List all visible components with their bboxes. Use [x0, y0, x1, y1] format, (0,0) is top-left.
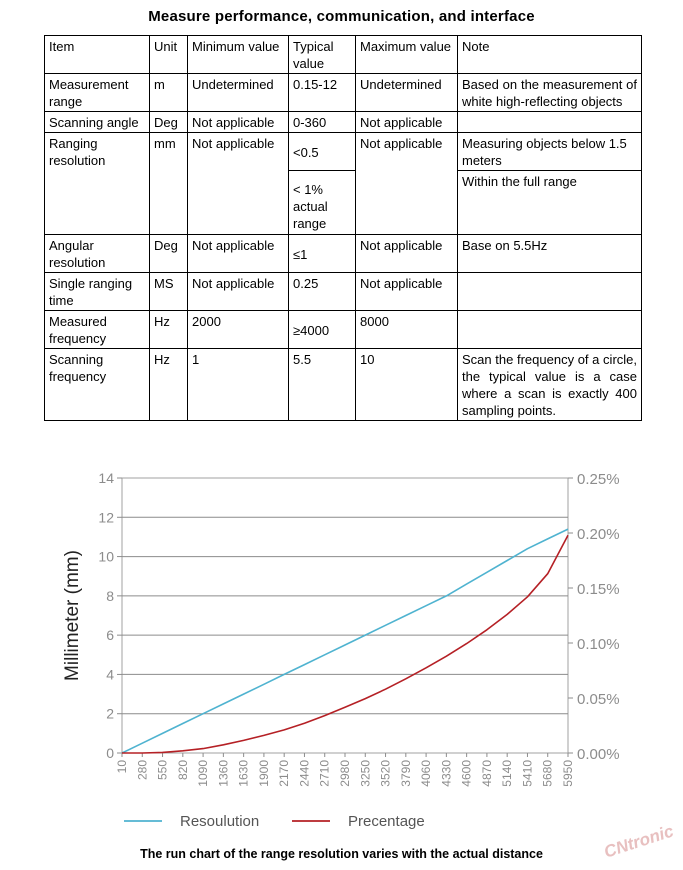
cell-unit: m — [150, 74, 188, 112]
cell-item: Measurement range — [45, 74, 150, 112]
table-row — [45, 273, 642, 311]
cell-note — [458, 112, 642, 133]
plot-frame — [122, 478, 568, 753]
y-tick-label: 0 — [106, 745, 114, 761]
spec-table — [44, 35, 642, 421]
cell-max: 10 — [356, 349, 458, 421]
y2-tick-label: 0.00% — [577, 746, 620, 763]
cell-min: Not applicable — [188, 133, 289, 235]
y2-tick-label: 0.05% — [577, 691, 620, 708]
table-row — [45, 112, 642, 133]
cell-max: 8000 — [356, 311, 458, 349]
x-tick-label: 3790 — [398, 760, 413, 787]
cell-max: Not applicable — [356, 112, 458, 133]
x-tick-label: 1360 — [216, 760, 231, 787]
cell-typ: 5.5 — [289, 349, 356, 421]
x-tick-label: 4060 — [419, 760, 434, 787]
y-tick-label: 8 — [106, 587, 114, 604]
header-min: Minimum value — [188, 36, 289, 74]
x-tick-label: 280 — [135, 760, 150, 781]
x-tick-label: 1090 — [196, 760, 211, 787]
x-tick-label: 4330 — [439, 760, 454, 787]
legend-label: Precentage — [348, 813, 425, 830]
cell-unit: Deg — [150, 235, 188, 273]
cell-typ: 0-360 — [289, 112, 356, 133]
x-tick-label: 1630 — [236, 760, 251, 787]
watermark-logo: CNtronic — [601, 821, 677, 862]
cell-typ: ≥4000 — [289, 311, 356, 349]
x-tick-label: 5140 — [500, 760, 515, 787]
cell-min: 2000 — [188, 311, 289, 349]
chart-caption: The run chart of the range resolution varies with the actual distance — [140, 847, 543, 861]
x-tick-label: 5410 — [520, 760, 535, 787]
x-tick-label: 2440 — [297, 760, 312, 787]
cell-min: Not applicable — [188, 273, 289, 311]
cell-unit: Hz — [150, 311, 188, 349]
x-tick-label: 10 — [115, 760, 129, 774]
range-resolution-chart — [0, 460, 683, 845]
cell-max: Not applicable — [356, 273, 458, 311]
cell-typ: < 1% actual range — [289, 171, 356, 235]
cell-typ: <0.5 — [289, 133, 356, 171]
cell-max: Not applicable — [356, 133, 458, 235]
x-tick-label: 3250 — [358, 760, 373, 787]
y2-tick-label: 0.25% — [577, 471, 620, 488]
cell-note: Scan the frequency of a circle, the typical value is a case where a scan is exactly 400 sampling points. — [458, 349, 642, 421]
x-tick-label: 550 — [155, 760, 170, 781]
y2-tick-label: 0.20% — [577, 526, 620, 543]
cell-item: Measured frequency — [45, 311, 150, 349]
cell-note: Measuring objects below 1.5 meters — [458, 133, 642, 171]
x-tick-label: 5950 — [561, 760, 575, 787]
table-header-row — [45, 36, 642, 74]
cell-note: Base on 5.5Hz — [458, 235, 642, 273]
header-note: Note — [458, 36, 642, 74]
cell-item: Ranging resolution — [45, 133, 150, 235]
cell-note: Based on the measurement of white high-reflecting objects — [458, 74, 642, 112]
x-tick-label: 2980 — [338, 760, 352, 787]
table-row — [45, 235, 642, 273]
y2-tick-label: 0.15% — [577, 581, 620, 598]
y-tick-label: 2 — [106, 705, 114, 722]
table-title: Measure performance, communication, and interface — [148, 8, 535, 25]
x-tick-label: 820 — [175, 760, 190, 781]
cell-typ: 0.25 — [289, 273, 356, 311]
cell-max: Not applicable — [356, 235, 458, 273]
cell-typ: 0.15-12 — [289, 74, 356, 112]
header-typ: Typical value — [289, 36, 356, 74]
cell-unit: MS — [150, 273, 188, 311]
cell-item: Scanning frequency — [45, 349, 150, 421]
cell-min: Not applicable — [188, 112, 289, 133]
table-row — [45, 311, 642, 349]
table-row — [45, 74, 642, 112]
cell-unit: mm — [150, 133, 188, 235]
x-tick-label: 5680 — [540, 760, 555, 787]
cell-note — [458, 311, 642, 349]
header-item: Item — [45, 36, 150, 74]
cell-item: Scanning angle — [45, 112, 150, 133]
x-tick-label: 2170 — [277, 760, 292, 787]
series-line-resoulution — [122, 529, 568, 753]
x-tick-label: 3520 — [378, 760, 393, 787]
y2-tick-label: 0.10% — [577, 636, 620, 653]
y-tick-label: 4 — [106, 666, 114, 683]
y-tick-label: 14 — [98, 470, 114, 486]
x-tick-label: 1900 — [256, 760, 271, 787]
cell-note — [458, 273, 642, 311]
cell-min: Undetermined — [188, 74, 289, 112]
cell-max: Undetermined — [356, 74, 458, 112]
y-axis-label: Millimeter (mm) — [62, 550, 83, 681]
cell-item: Single ranging time — [45, 273, 150, 311]
cell-unit: Deg — [150, 112, 188, 133]
cell-unit: Hz — [150, 349, 188, 421]
cell-min: 1 — [188, 349, 289, 421]
cell-min: Not applicable — [188, 235, 289, 273]
legend-label: Resoulution — [180, 813, 260, 830]
y-tick-label: 10 — [98, 548, 114, 565]
table-row — [45, 133, 642, 171]
cell-item: Angular resolution — [45, 235, 150, 273]
y-tick-label: 6 — [106, 627, 114, 644]
header-unit: Unit — [150, 36, 188, 74]
cell-note: Within the full range — [458, 171, 642, 235]
x-tick-label: 4870 — [479, 760, 494, 787]
header-max: Maximum value — [356, 36, 458, 74]
table-row — [45, 349, 642, 421]
x-tick-label: 4600 — [459, 760, 474, 787]
y-tick-label: 12 — [98, 509, 114, 526]
x-tick-label: 2710 — [317, 760, 332, 787]
cell-typ: ≤1 — [289, 235, 356, 273]
